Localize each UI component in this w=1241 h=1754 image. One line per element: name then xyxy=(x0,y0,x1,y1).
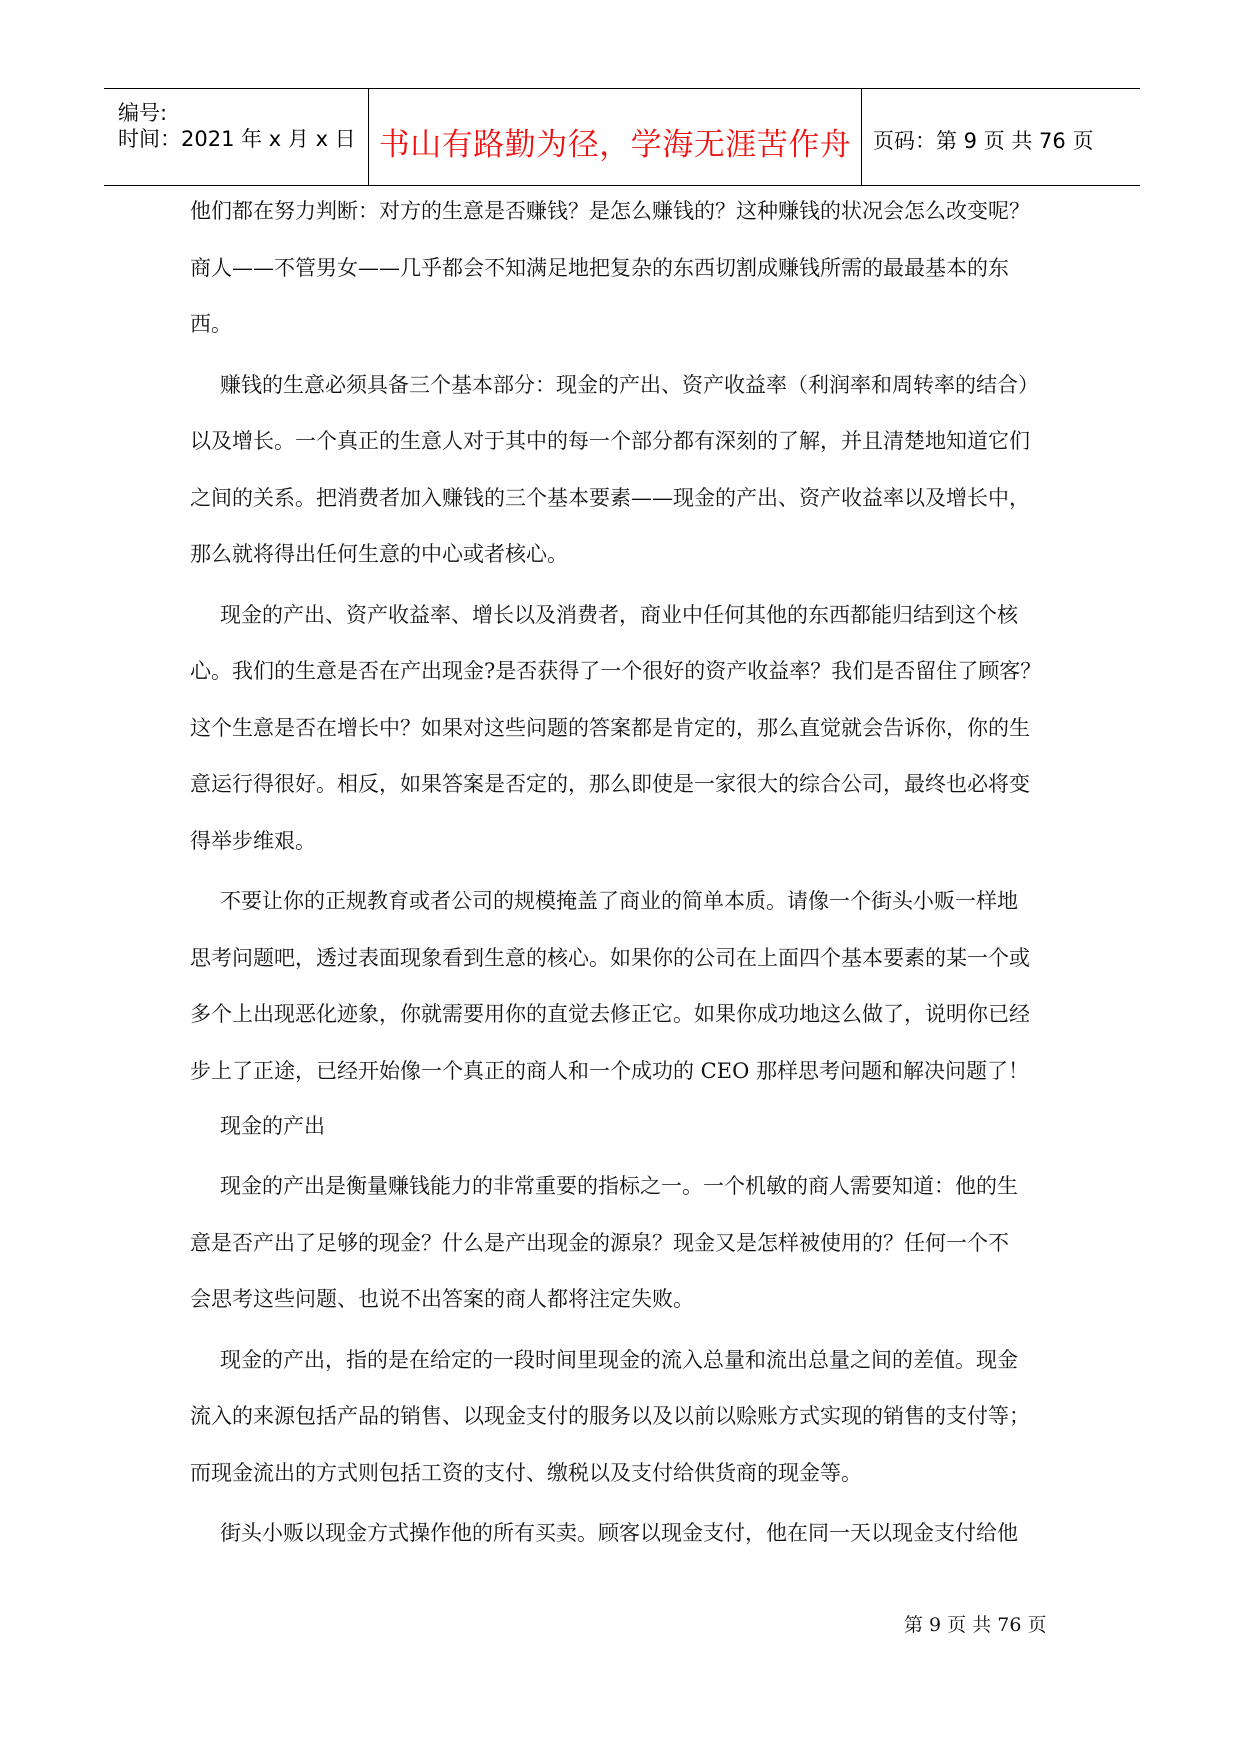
body-line: 多个上出现恶化迹象，你就需要用你的直觉去修正它。如果你成功地这么做了，说明你已经 xyxy=(190,1002,1030,1026)
body-line: 现金的产出，指的是在给定的一段时间里现金的流入总量和流出总量之间的差值。现金 xyxy=(220,1348,1018,1372)
motto-text: 书山有路勤为径，学海无涯苦作舟 xyxy=(378,127,852,163)
body-line: 之间的关系。把消费者加入赚钱的三个基本要素——现金的产出、资产收益率以及增长中， xyxy=(190,486,1030,510)
header-info-cell xyxy=(104,89,368,185)
body-line: 街头小贩以现金方式操作他的所有买卖。顾客以现金支付，他在同一天以现金支付给他 xyxy=(220,1521,1018,1545)
body-line: 会思考这些问题、也说不出答案的商人都将注定失败。 xyxy=(190,1287,694,1311)
body-line: 现金的产出是衡量赚钱能力的非常重要的指标之一。一个机敏的商人需要知道：他的生 xyxy=(220,1174,1018,1198)
body-line: 他们都在努力判断：对方的生意是否赚钱？是怎么赚钱的？这种赚钱的状况会怎么改变呢？ xyxy=(190,199,1030,223)
header-motto-cell xyxy=(368,89,862,185)
body-line: 赚钱的生意必须具备三个基本部分：现金的产出、资产收益率（利润率和周转率的结合） xyxy=(220,373,1039,397)
body-line: 步上了正途，已经开始像一个真正的商人和一个成功的 CEO 那样思考问题和解决问题了！ xyxy=(190,1059,1029,1083)
body-line: 那么就将得出任何生意的中心或者核心。 xyxy=(190,542,568,566)
body-line: 现金的产出、资产收益率、增长以及消费者，商业中任何其他的东西都能归结到这个核 xyxy=(220,603,1018,627)
page-code: 页码：第 9 页 共 76 页 xyxy=(873,129,1094,153)
body-line: 意是否产出了足够的现金？什么是产出现金的源泉？现金又是怎样被使用的？任何一个不 xyxy=(190,1231,1009,1255)
section-heading: 现金的产出 xyxy=(220,1114,325,1138)
body-line: 思考问题吧，透过表面现象看到生意的核心。如果你的公司在上面四个基本要素的某一个或 xyxy=(190,946,1030,970)
body-line: 西。 xyxy=(190,312,232,336)
body-line: 意运行得很好。相反，如果答案是否定的，那么即使是一家很大的综合公司，最终也必将变 xyxy=(190,772,1030,796)
time-label: 时间：2021 年 x 月 x 日 xyxy=(118,127,356,151)
body-line: 不要让你的正规教育或者公司的规模掩盖了商业的简单本质。请像一个街头小贩一样地 xyxy=(220,889,1018,913)
page-footer: 第 9 页 共 76 页 xyxy=(904,1614,1047,1636)
body-line: 商人——不管男女——几乎都会不知满足地把复杂的东西切割成赚钱所需的最最基本的东 xyxy=(190,256,1009,280)
body-line: 得举步维艰。 xyxy=(190,829,316,853)
header-page-cell xyxy=(861,89,1140,185)
number-label: 编号: xyxy=(118,101,168,125)
document-header xyxy=(104,88,1140,186)
body-line: 而现金流出的方式则包括工资的支付、缴税以及支付给供货商的现金等。 xyxy=(190,1461,862,1485)
body-line: 这个生意是否在增长中？如果对这些问题的答案都是肯定的，那么直觉就会告诉你，你的生 xyxy=(190,716,1030,740)
body-line: 心。我们的生意是否在产出现金?是否获得了一个很好的资产收益率？我们是否留住了顾客？ xyxy=(190,659,1042,683)
body-line: 以及增长。一个真正的生意人对于其中的每一个部分都有深刻的了解，并且清楚地知道它们 xyxy=(190,429,1030,453)
body-line: 流入的来源包括产品的销售、以现金支付的服务以及以前以赊账方式实现的销售的支付等； xyxy=(190,1404,1030,1428)
